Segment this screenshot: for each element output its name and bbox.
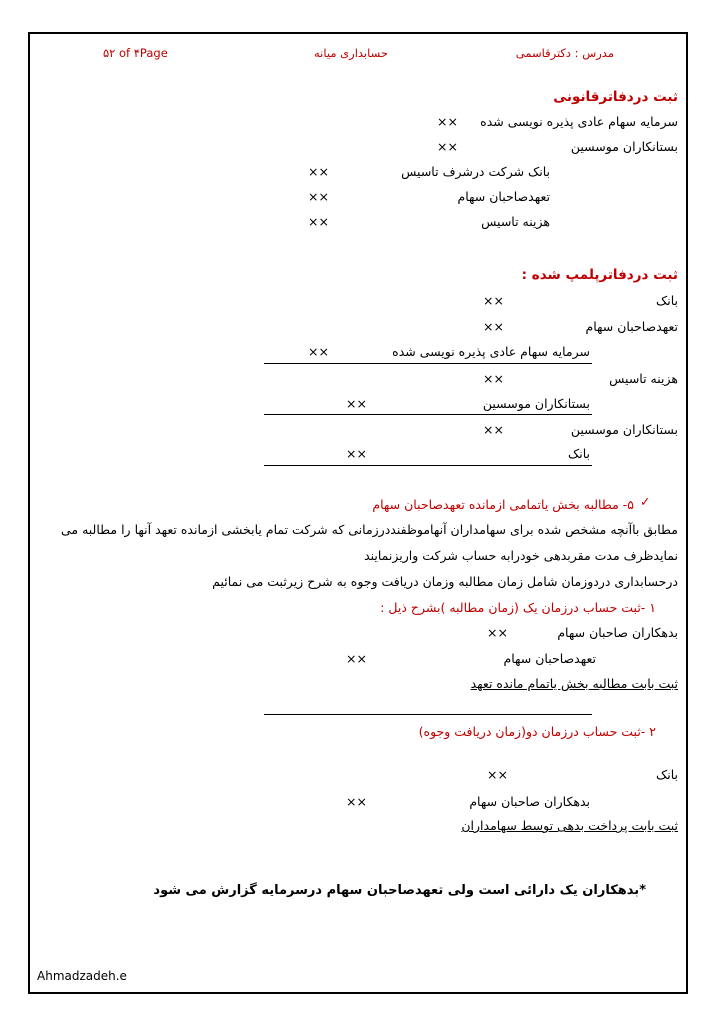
sealed-row-amount: ××	[483, 319, 504, 334]
sealed-row-label: بانک	[656, 293, 678, 308]
legal-row-label: بستانکاران موسسین	[570, 139, 678, 154]
legal-row-amount: ××	[308, 189, 329, 204]
sealed-books-title: ثبت دردفاترپلمپ شده :	[521, 267, 678, 283]
sealed-row-amount: ××	[483, 293, 504, 308]
step1-row-amount: ××	[487, 625, 508, 640]
step1-title: ۱ -ثبت حساب درزمان یک (زمان مطالبه )بشرح ذیل :	[380, 600, 656, 615]
entry-divider	[264, 465, 592, 466]
section5-paragraph-line: نمایدظرف مدت مقربدهی خودرابه حساب شرکت واریزنمایند	[364, 548, 678, 563]
entry-divider	[264, 414, 592, 415]
step1-row-amount: ××	[346, 651, 367, 666]
sealed-row-label: بستانکاران موسسین	[482, 396, 590, 411]
entry-divider	[264, 363, 592, 364]
legal-row-amount: ××	[308, 214, 329, 229]
section5-paragraph-line: درحسابداری دردوزمان شامل زمان مطالبه وزمان دریافت وجوه به شرح زیرثبت می نمائیم	[212, 574, 678, 589]
section5-heading: ۵- مطالبه بخش یاتمامی ازمانده تعهدصاحبان سهام	[372, 497, 634, 512]
sealed-row-label: بانک	[568, 446, 590, 461]
sealed-row-amount: ××	[346, 446, 367, 461]
step2-title: ۲ -ثبت حساب درزمان دو(زمان دریافت وجوه)	[418, 724, 656, 739]
sealed-row-amount: ××	[308, 344, 329, 359]
legal-books-title: ثبت دردفاترقانونی	[553, 89, 678, 105]
course-label: حسابداری میانه	[313, 46, 388, 60]
sealed-row-label: سرمایه سهام عادی پذیره نویسی شده	[392, 344, 590, 359]
legal-row-amount: ××	[308, 164, 329, 179]
legal-row-amount: ××	[437, 139, 458, 154]
page-number: ۵۲ of ۴Page	[103, 46, 168, 60]
author-label: Ahmadzadeh.e	[37, 969, 127, 983]
sealed-row-amount: ××	[483, 422, 504, 437]
step2-row-label: بدهکاران صاحبان سهام	[469, 794, 590, 809]
section5-paragraph-line: مطابق باآنچه مشخص شده برای سهامداران آنهاموظفنددرزمانی که شرکت تمام یابخشی ازمانده تعهد آنها را مطالبه می	[60, 522, 678, 537]
legal-row-label: تعهدصاحبان سهام	[457, 189, 550, 204]
legal-row-amount: ××	[437, 114, 458, 129]
sealed-row-amount: ××	[346, 396, 367, 411]
legal-row-label: هزینه تاسیس	[481, 214, 550, 229]
step2-row-label: بانک	[656, 767, 678, 782]
legal-row-label: سرمایه سهام عادی پذیره نویسی شده	[480, 114, 678, 129]
step2-note: ثبت بابت پرداخت بدهی توسط سهامداران	[461, 818, 678, 833]
sealed-row-amount: ××	[483, 371, 504, 386]
footnote: *بدهکاران یک دارائی است ولی تعهدصاحبان سهام درسرمایه گزارش می شود	[153, 883, 646, 898]
section-divider	[264, 714, 592, 715]
sealed-row-label: تعهدصاحبان سهام	[585, 319, 678, 334]
instructor-label: مدرس : دکترقاسمی	[515, 46, 614, 60]
page-frame	[28, 32, 688, 994]
sealed-row-label: هزینه تاسیس	[609, 371, 678, 386]
step1-row-label: تعهدصاحبان سهام	[503, 651, 596, 666]
sealed-row-label: بستانکاران موسسین	[570, 422, 678, 437]
check-icon: ✓	[640, 494, 651, 509]
step2-row-amount: ××	[346, 794, 367, 809]
step1-note: ثبت بابت مطالبه بخش یاتمام مانده تعهد	[470, 676, 678, 691]
step1-row-label: بدهکاران صاحبان سهام	[557, 625, 678, 640]
legal-row-label: بانک شرکت درشرف تاسیس	[401, 164, 550, 179]
step2-row-amount: ××	[487, 767, 508, 782]
